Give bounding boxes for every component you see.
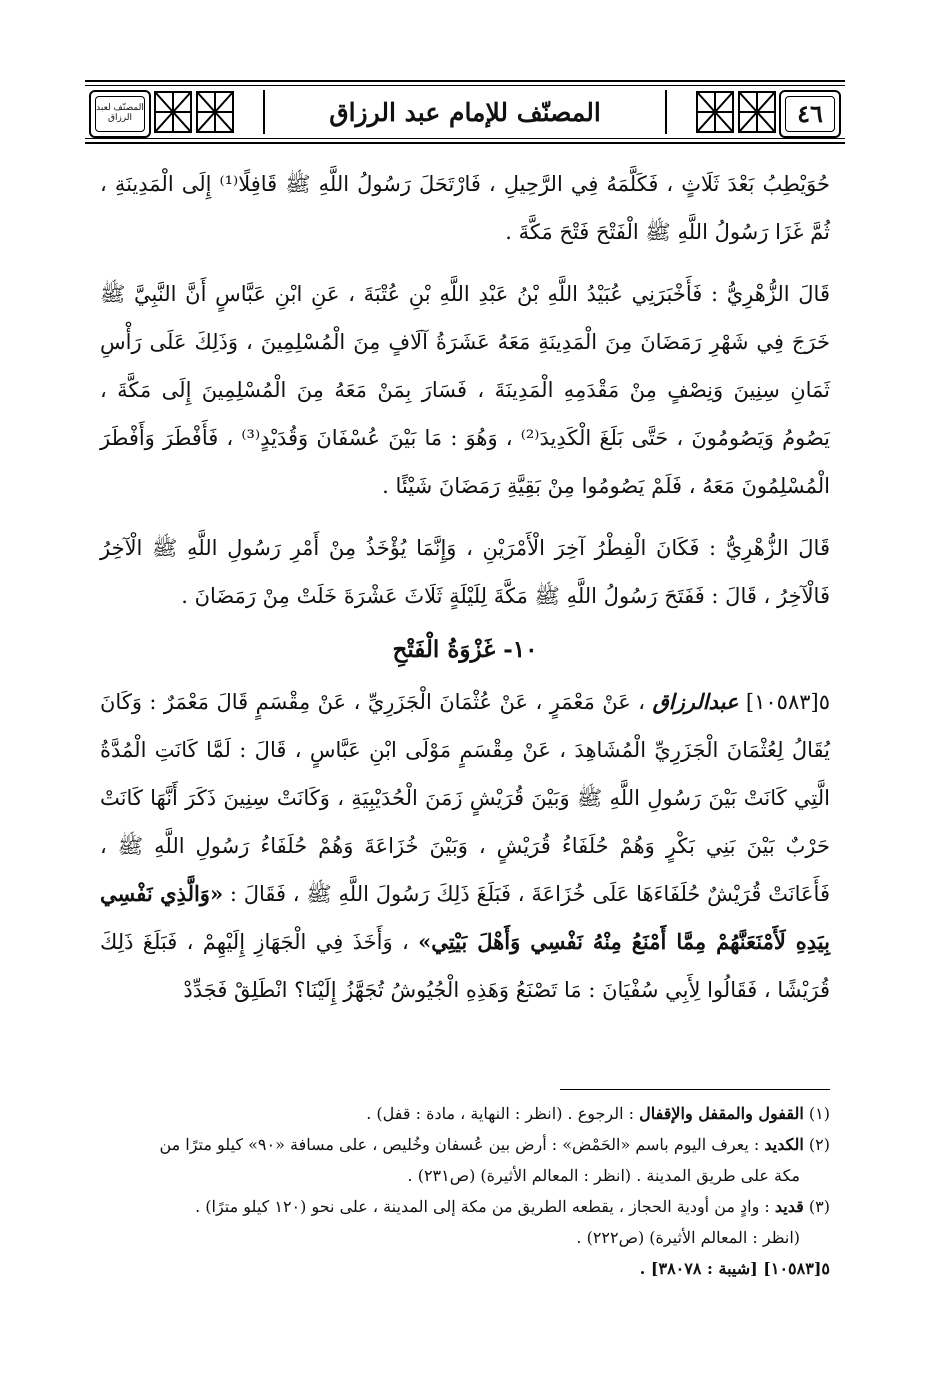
running-title: المصنّف للإمام عبد الرزاق [329, 97, 601, 127]
footnote-continuation: (انظر : المعالم الأثيرة) (ص٢٢٢) . [576, 1228, 800, 1247]
footnote-divider [560, 1089, 830, 1090]
page-number-box [779, 90, 841, 138]
footnote-number: (١) [808, 1104, 830, 1123]
footnote-number: (٣) [808, 1197, 830, 1216]
paragraph: قَالَ الزُّهْرِيُّ : فَأَخْبَرَنِي عُبَيْدُ اللَّهِ بْنُ عَبْدِ اللَّهِ بْنِ عُتْبَةَ ، عَنِ ابْنِ عَبَّاسٍ أَنَّ النَّبِيَّ ﷺ خَرَجَ فِي شَهْرِ رَمَضَانَ مِنَ الْمَدِينَةِ مَعَهُ عَشَرَةُ آلَافٍ مِنَ الْمُسْلِمِينَ ، وَذَلِكَ عَلَى رَأْسِ ثَمَانِ سِنِينَ وَنِصْفٍ مِنْ مَقْدَمِهِ الْمَدِينَةَ ، فَسَارَ بِمَنْ مَعَهُ مِنَ الْمُسْلِمِينَ إِلَى مَكَّةَ ، يَصُومُ وَيَصُومُونَ ، حَتَّى بَلَغَ الْكَدِيدَ⁽²⁾ ، وَهُوَ : مَا بَيْنَ عُسْفَانَ وَقُدَيْدٍ⁽³⁾ ، فَأَفْطَرَ وَأَفْطَرَ الْمُسْلِمُونَ مَعَهُ ، فَلَمْ يَصُومُوا مِنْ بَقِيَّةِ رَمَضَانَ شَيْئًا . [100, 282, 830, 498]
footnote-term: قديد [774, 1197, 804, 1216]
hadith-text: ، وَأَخَذَ فِي الْجَهَازِ إِلَيْهِمْ ، فَبَلَغَ ذَلِكَ قُرَيْشًا ، فَقَالُوا لِأَبِي سُفْيَانَ : مَا تَصْنَعُ وَهَذِهِ الْجُيُوشُ تُجَهَّزُ إِلَيْنَا؟ انْطَلِقْ فَجَدِّدْ [100, 930, 830, 1002]
page-number: ٤٦ [797, 98, 823, 128]
footnote-text: : وادٍ من أودية الحجاز ، يقطعه الطريق من مكة إلى المدينة ، على نحو (١٢٠ كيلو مترًا) . [195, 1197, 770, 1216]
emblem-text: المصنّف لعبد الرزاق [95, 96, 145, 132]
book-emblem [89, 90, 151, 138]
footnote [100, 1129, 830, 1160]
ornament-icon [153, 90, 193, 134]
prophetic-quote: «وَالَّذِي نَفْسِي بِيَدِهِ لَأَمْنَعَنَّهُمْ مِمَّا أَمْنَعُ مِنْهُ نَفْسِي وَأَهْلَ بَيْتِي» [100, 881, 830, 954]
footnote-text: : يعرف اليوم باسم «الحَمْض» : أرض بين عُسفان وخُليص ، على مسافة «٩٠» كيلو مترًا من [159, 1135, 760, 1154]
footnotes [100, 1098, 830, 1284]
footnote [100, 1191, 830, 1222]
ornament-icon [737, 90, 777, 134]
footnote-number: (٢) [808, 1135, 830, 1154]
paragraph: قَالَ الزُّهْرِيُّ : فَكَانَ الْفِطْرُ آخِرَ الْأَمْرَيْنِ ، وَإِنَّمَا يُؤْخَذُ مِنْ أَمْرِ رَسُولِ اللَّهِ ﷺ الْآخِرُ فَالْآخِرُ ، قَالَ : فَفَتَحَ رَسُولُ اللَّهِ ﷺ مَكَّةَ لِلَيْلَةٍ ثَلَاثَ عَشْرَةَ خَلَتْ مِنْ رَمَضَانَ . [100, 536, 830, 608]
footnote-text: : الرجوع . (انظر : النهاية ، مادة : قفل) . [366, 1104, 635, 1123]
footnote-term: الكديد [764, 1135, 804, 1154]
ornament-icon [195, 90, 235, 134]
footnote [100, 1098, 830, 1129]
hadith-marker: ٥[١٠٥٨٣] [745, 690, 830, 714]
section-title: ١٠- غَزْوَةُ الْفَتْحِ [392, 636, 538, 663]
page-header [85, 80, 845, 144]
main-text [100, 160, 830, 1014]
source-note: ٥[١٠٥٨٣] [شيبة : ٣٨٠٧٨] . [639, 1259, 830, 1278]
ornament-icon [695, 90, 735, 134]
paragraph: حُوَيْطِبُ بَعْدَ ثَلَاثٍ ، فَكَلَّمَهُ فِي الرَّحِيلِ ، فَارْتَحَلَ رَسُولُ اللَّهِ ﷺ قَافِلًا⁽¹⁾ إِلَى الْمَدِينَةِ ، ثُمَّ غَزَا رَسُولُ اللَّهِ ﷺ الْفَتْحَ فَتْحَ مَكَّةَ . [100, 172, 830, 244]
footnote-continuation: مكة على طريق المدينة . (انظر : المعالم الأثيرة) (ص٢٣١) . [407, 1166, 800, 1185]
narrator-name: عبدالرزاق [652, 689, 739, 714]
footnote-term: القفول والمقفل والإقفال [639, 1104, 804, 1123]
hadith-text: ، عَنْ مَعْمَرٍ ، عَنْ عُثْمَانَ الْجَزَرِيِّ ، عَنْ مِقْسَمٍ قَالَ مَعْمَرٌ : وَكَانَ يُقَالُ لِعُثْمَانَ الْجَزَرِيِّ الْمُشَاهِدَ ، عَنْ مِقْسَمٍ مَوْلَى ابْنِ عَبَّاسٍ ، قَالَ : لَمَّا كَانَتِ الْمُدَّةُ الَّتِي كَانَتْ بَيْنَ رَسُولِ اللَّهِ ﷺ وَبَيْنَ قُرَيْشٍ زَمَنَ الْحُدَيْبِيَةِ ، وَكَانَتْ سِنِينَ ذَكَرَ أَنَّهَا كَانَتْ حَرْبٌ بَيْنَ بَنِي بَكْرٍ وَهُمْ حُلَفَاءُ قُرَيْشٍ ، وَبَيْنَ خُزَاعَةَ وَهُمْ حُلَفَاءُ رَسُولِ اللَّهِ ﷺ ، فَأَعَانَتْ قُرَيْشٌ حُلَفَاءَهَا عَلَى خُزَاعَةَ ، فَبَلَغَ ذَلِكَ رَسُولَ اللَّهِ ﷺ ، فَقَالَ : [100, 690, 830, 906]
hadith-paragraph [100, 678, 830, 1014]
